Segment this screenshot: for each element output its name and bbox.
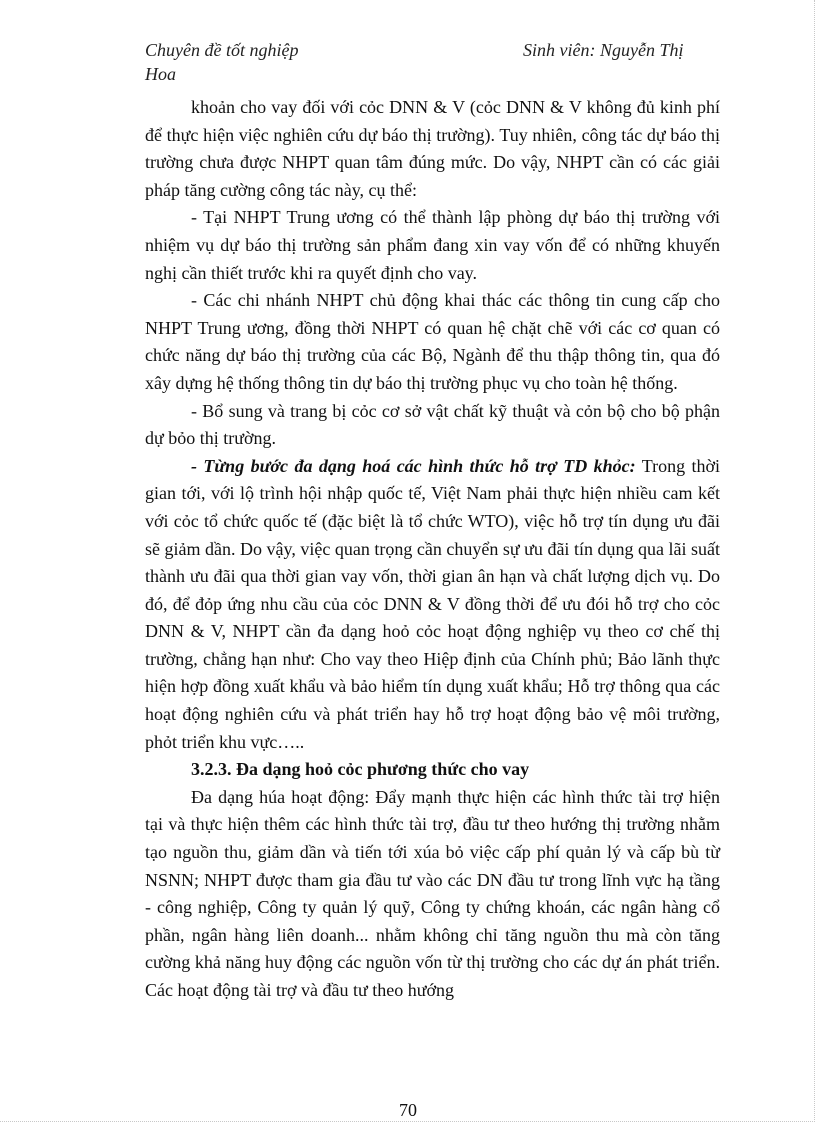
- page-number: 70: [399, 1100, 417, 1120]
- document-body: [145, 94, 720, 1005]
- header-left-line2: Hoa: [145, 64, 176, 84]
- header-right: Sinh viên: Nguyễn Thị: [523, 40, 684, 60]
- paragraph-1: khoản cho vay đối với cỏc DNN & V (cỏc DNN & V không đủ kinh phí để thực hiện việc nghiên cứu dự báo thị trường). Tuy nhiên, công tác dự báo thị trường chưa được NHPT quan tâm đúng mức. Do vậy, NHPT cần có các giải pháp tăng cường công tác này, cụ thể:: [145, 97, 720, 200]
- emphasis-lead: - Từng bước đa dạng hoá các hình thức hỗ trợ TD khỏc:: [191, 455, 636, 476]
- paragraph-5: [145, 453, 720, 757]
- paragraph-4: - Bổ sung và trang bị cỏc cơ sở vật chất kỹ thuật và cỏn bộ cho bộ phận dự bỏo thị trường.: [145, 400, 720, 449]
- header-left-line1: Chuyên đề tốt nghiệp: [145, 40, 299, 60]
- paragraph-6: Đa dạng húa hoạt động: Đẩy mạnh thực hiện các hình thức tài trợ hiện tại và thực hiện thêm các hình thức tài trợ, đầu tư theo hướng thị trường nhằm tạo nguồn thu, giảm dần và tiến tới xúa bỏ việc cấp phí quản lý và cấp bù từ NSNN; NHPT được tham gia đầu tư vào các DN đầu tư trong lĩnh vực hạ tầng - công nghiệp, Công ty quản lý quỹ, Công ty chứng khoán, các ngân hàng cổ phần, ngân hàng liên doanh... nhằm không chỉ tăng nguồn thu mà còn tăng cường khả năng huy động các nguồn vốn từ thị trường cho các dự án phát triển. Các hoạt động tài trợ và đầu tư theo hướng: [145, 786, 720, 1000]
- paragraph-3: - Các chi nhánh NHPT chủ động khai thác các thông tin cung cấp cho NHPT Trung ương, đồng thời NHPT có quan hệ chặt chẽ với các cơ quan có chức năng dự báo thị trường của các Bộ, Ngành để thu thập thông tin, qua đó xây dựng hệ thống thông tin dự báo thị trường phục vụ cho toàn hệ thống.: [145, 290, 720, 393]
- header-left: [145, 38, 325, 86]
- paragraph-2: - Tại NHPT Trung ương có thể thành lập phòng dự báo thị trường với nhiệm vụ dự báo thị trường sản phẩm đang xin vay vốn để có những khuyến nghị cần thiết trước khi ra quyết định cho vay.: [145, 207, 720, 283]
- emphasis-text: Trong thời gian tới, với lộ trình hội nhập quốc tế, Việt Nam phải thực hiện nhiều cam kết với cỏc tổ chức quốc tế (đặc biệt là tổ chức WTO), việc hỗ trợ tín dụng ưu đãi sẽ giảm dần. Do vậy, việc quan trọng cần chuyển sự ưu đãi tín dụng qua lãi suất thành ưu đãi qua thời gian vay vốn, thời gian ân hạn và chất lượng dịch vụ. Do đó, để đỏp ứng nhu cầu của cỏc DNN & V đồng thời để ưu đói hỗ trợ cho cỏc DNN & V, NHPT cần đa dạng hoỏ cỏc hoạt động nghiệp vụ theo cơ chế thị trường, chẳng hạn như: Cho vay theo Hiệp định của Chính phủ; Bảo lãnh thực hiện hợp đồng xuất khẩu và bảo hiểm tín dụng xuất khẩu; Hỗ trợ thông qua các hoạt động nghiên cứu và phát triển hay hỗ trợ hoạt động bảo vệ môi trường, phỏt triển khu vực…..: [145, 455, 720, 752]
- section-heading: 3.2.3. Đa dạng hoỏ cỏc phương thức cho vay: [191, 759, 530, 780]
